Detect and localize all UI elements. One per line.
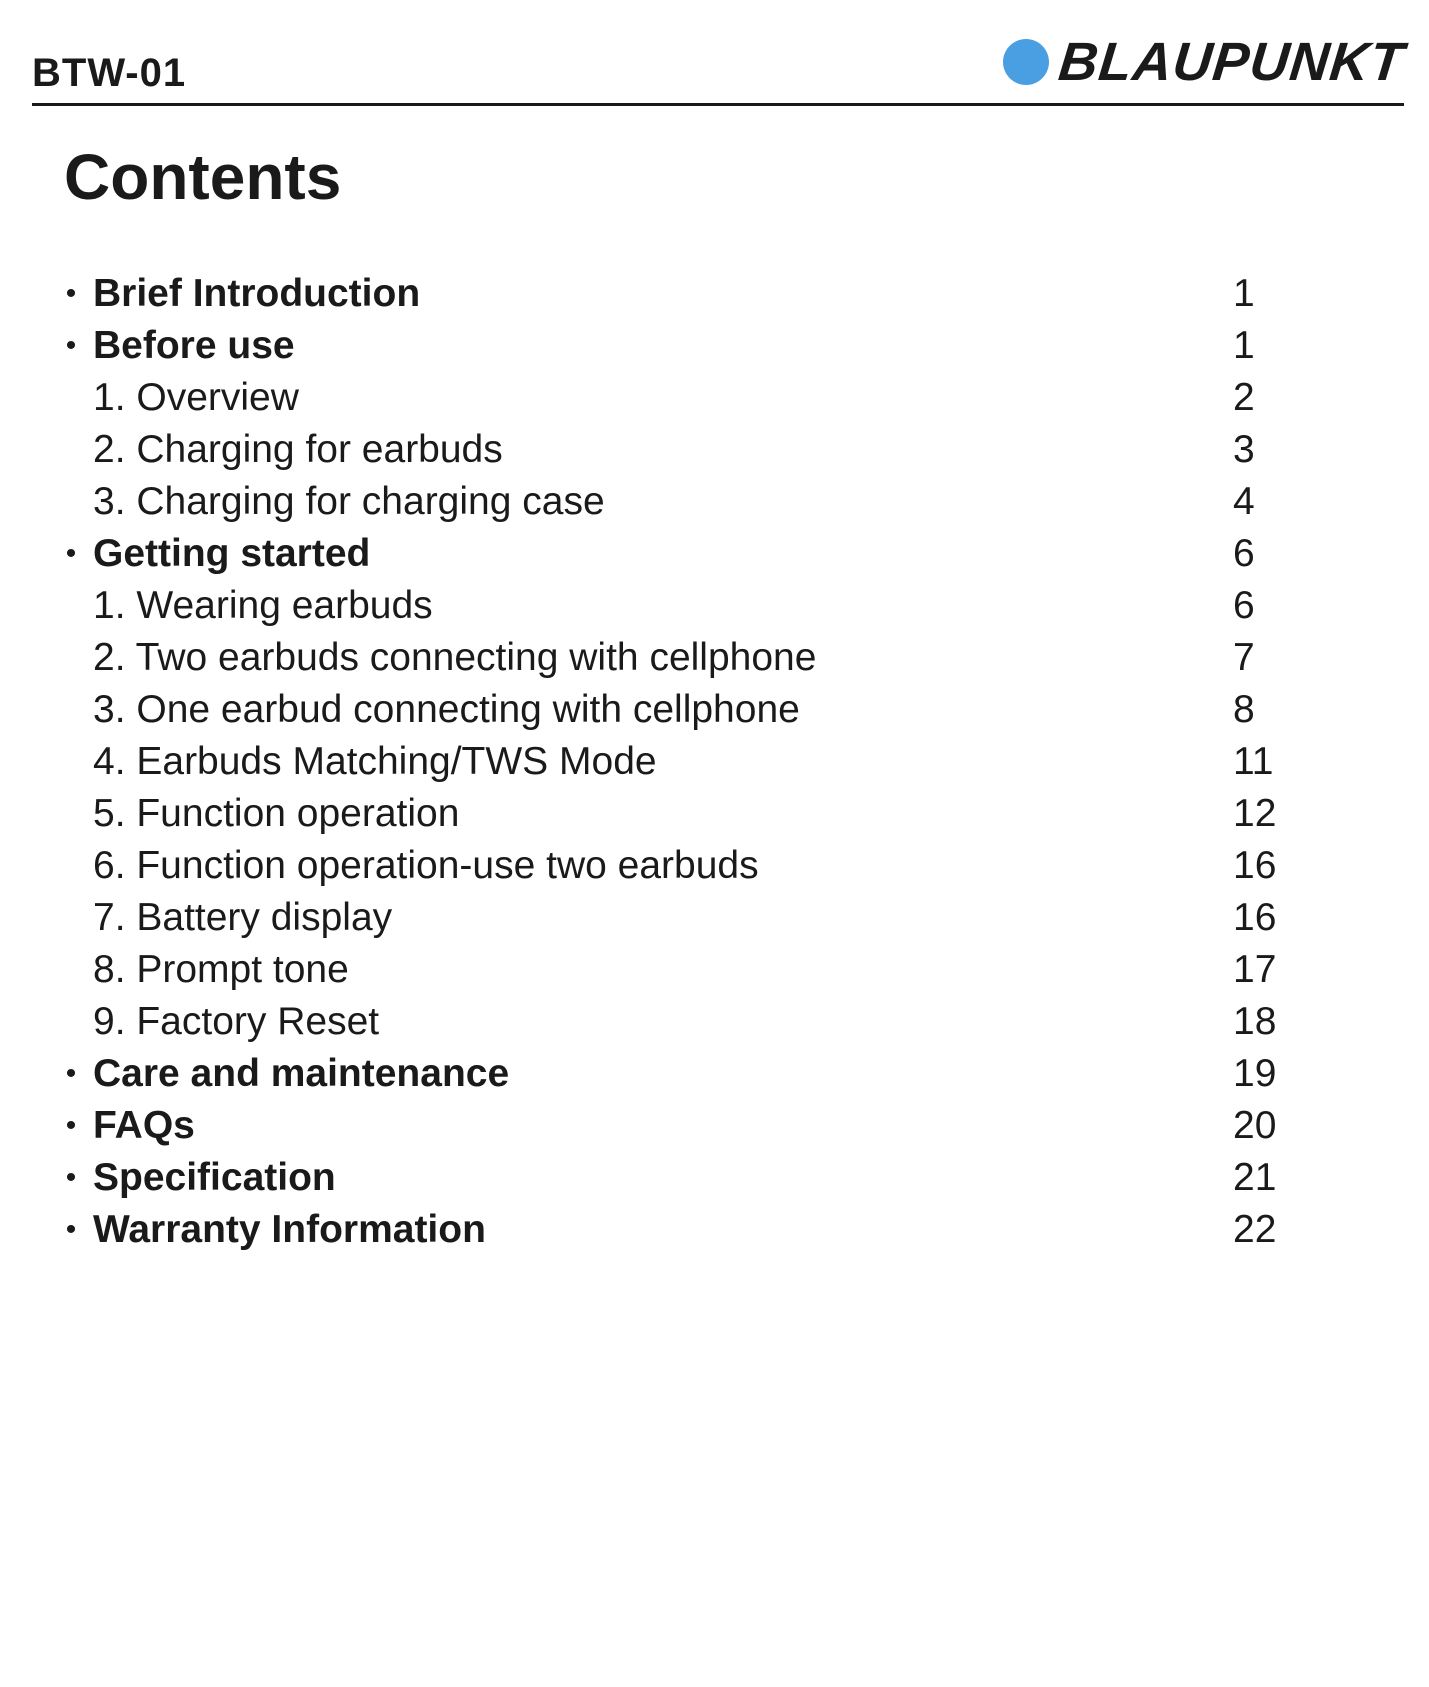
- toc-entry: [60, 1048, 1280, 1100]
- toc-entry-label: FAQs: [93, 1104, 195, 1147]
- toc-entry: [60, 320, 1280, 372]
- toc-entry: [60, 424, 1280, 476]
- toc-entry-page: 1: [1233, 272, 1255, 315]
- toc-entry-label: 2. Two earbuds connecting with cellphone: [93, 636, 817, 679]
- toc-entry-page: 20: [1233, 1104, 1277, 1147]
- toc-entry-page: 6: [1233, 584, 1255, 627]
- toc-entry-label: 7. Battery display: [93, 896, 393, 939]
- bullet-icon: •: [65, 329, 77, 362]
- toc-entry-label: 5. Function operation: [93, 792, 460, 835]
- toc-entry-label: 9. Factory Reset: [93, 1000, 380, 1043]
- toc-entry: [60, 788, 1280, 840]
- toc-entry: [60, 892, 1280, 944]
- toc-entry-page: 17: [1233, 948, 1277, 991]
- toc-entry: [60, 736, 1280, 788]
- toc-entry: [60, 1100, 1280, 1152]
- toc-entry: [60, 580, 1280, 632]
- table-of-contents: [60, 268, 1280, 1256]
- toc-entry-page: 12: [1233, 792, 1277, 835]
- page-title: Contents: [64, 141, 342, 213]
- toc-entry: [60, 528, 1280, 580]
- toc-entry-label: Care and maintenance: [93, 1052, 510, 1095]
- toc-entry-label: Brief Introduction: [93, 272, 421, 315]
- bullet-icon: •: [65, 537, 77, 570]
- toc-entry: [60, 840, 1280, 892]
- toc-entry-label: Before use: [93, 324, 295, 367]
- toc-entry-label: 3. One earbud connecting with cellphone: [93, 688, 800, 731]
- toc-entry-label: 1. Overview: [93, 376, 299, 419]
- toc-entry-page: 18: [1233, 1000, 1277, 1043]
- toc-entry-label: 2. Charging for earbuds: [93, 428, 503, 471]
- toc-entry: [60, 944, 1280, 996]
- page-header: [32, 32, 1408, 106]
- toc-entry-label: 1. Wearing earbuds: [93, 584, 433, 627]
- bullet-icon: •: [65, 1109, 77, 1142]
- toc-entry-label: 8. Prompt tone: [93, 948, 349, 991]
- toc-entry-label: Getting started: [93, 532, 371, 575]
- toc-entry: [60, 684, 1280, 736]
- brand-dot-icon: [1003, 39, 1049, 85]
- toc-entry: [60, 1204, 1280, 1256]
- toc-entry: [60, 1152, 1280, 1204]
- toc-entry-page: 11: [1233, 740, 1274, 783]
- model-number: BTW-01: [32, 51, 187, 95]
- toc-entry-label: 3. Charging for charging case: [93, 480, 605, 523]
- toc-entry-page: 7: [1233, 636, 1255, 679]
- toc-entry-page: 22: [1233, 1208, 1277, 1251]
- toc-entry: [60, 632, 1280, 684]
- toc-entry-page: 16: [1233, 896, 1277, 939]
- toc-entry-page: 6: [1233, 532, 1255, 575]
- toc-entry-page: 2: [1233, 376, 1255, 419]
- bullet-icon: •: [65, 1213, 77, 1246]
- toc-entry-label: Warranty Information: [93, 1208, 486, 1251]
- bullet-icon: •: [65, 1057, 77, 1090]
- toc-entry: [60, 476, 1280, 528]
- bullet-icon: •: [65, 1161, 77, 1194]
- brand-wordmark: BLAUPUNKT: [1055, 32, 1408, 92]
- toc-entry: [60, 996, 1280, 1048]
- toc-entry-page: 8: [1233, 688, 1255, 731]
- toc-entry-page: 21: [1233, 1156, 1277, 1199]
- toc-entry-page: 3: [1233, 428, 1255, 471]
- toc-entry: [60, 268, 1280, 320]
- toc-entry-page: 19: [1233, 1052, 1277, 1095]
- toc-entry: [60, 372, 1280, 424]
- toc-entry-label: 6. Function operation-use two earbuds: [93, 844, 759, 887]
- toc-entry-page: 4: [1233, 480, 1255, 523]
- brand-logo: [1003, 32, 1408, 92]
- toc-entry-label: 4. Earbuds Matching/TWS Mode: [93, 740, 657, 783]
- bullet-icon: •: [65, 277, 77, 310]
- toc-entry-label: Specification: [93, 1156, 336, 1199]
- toc-entry-page: 1: [1233, 324, 1255, 367]
- toc-entry-page: 16: [1233, 844, 1277, 887]
